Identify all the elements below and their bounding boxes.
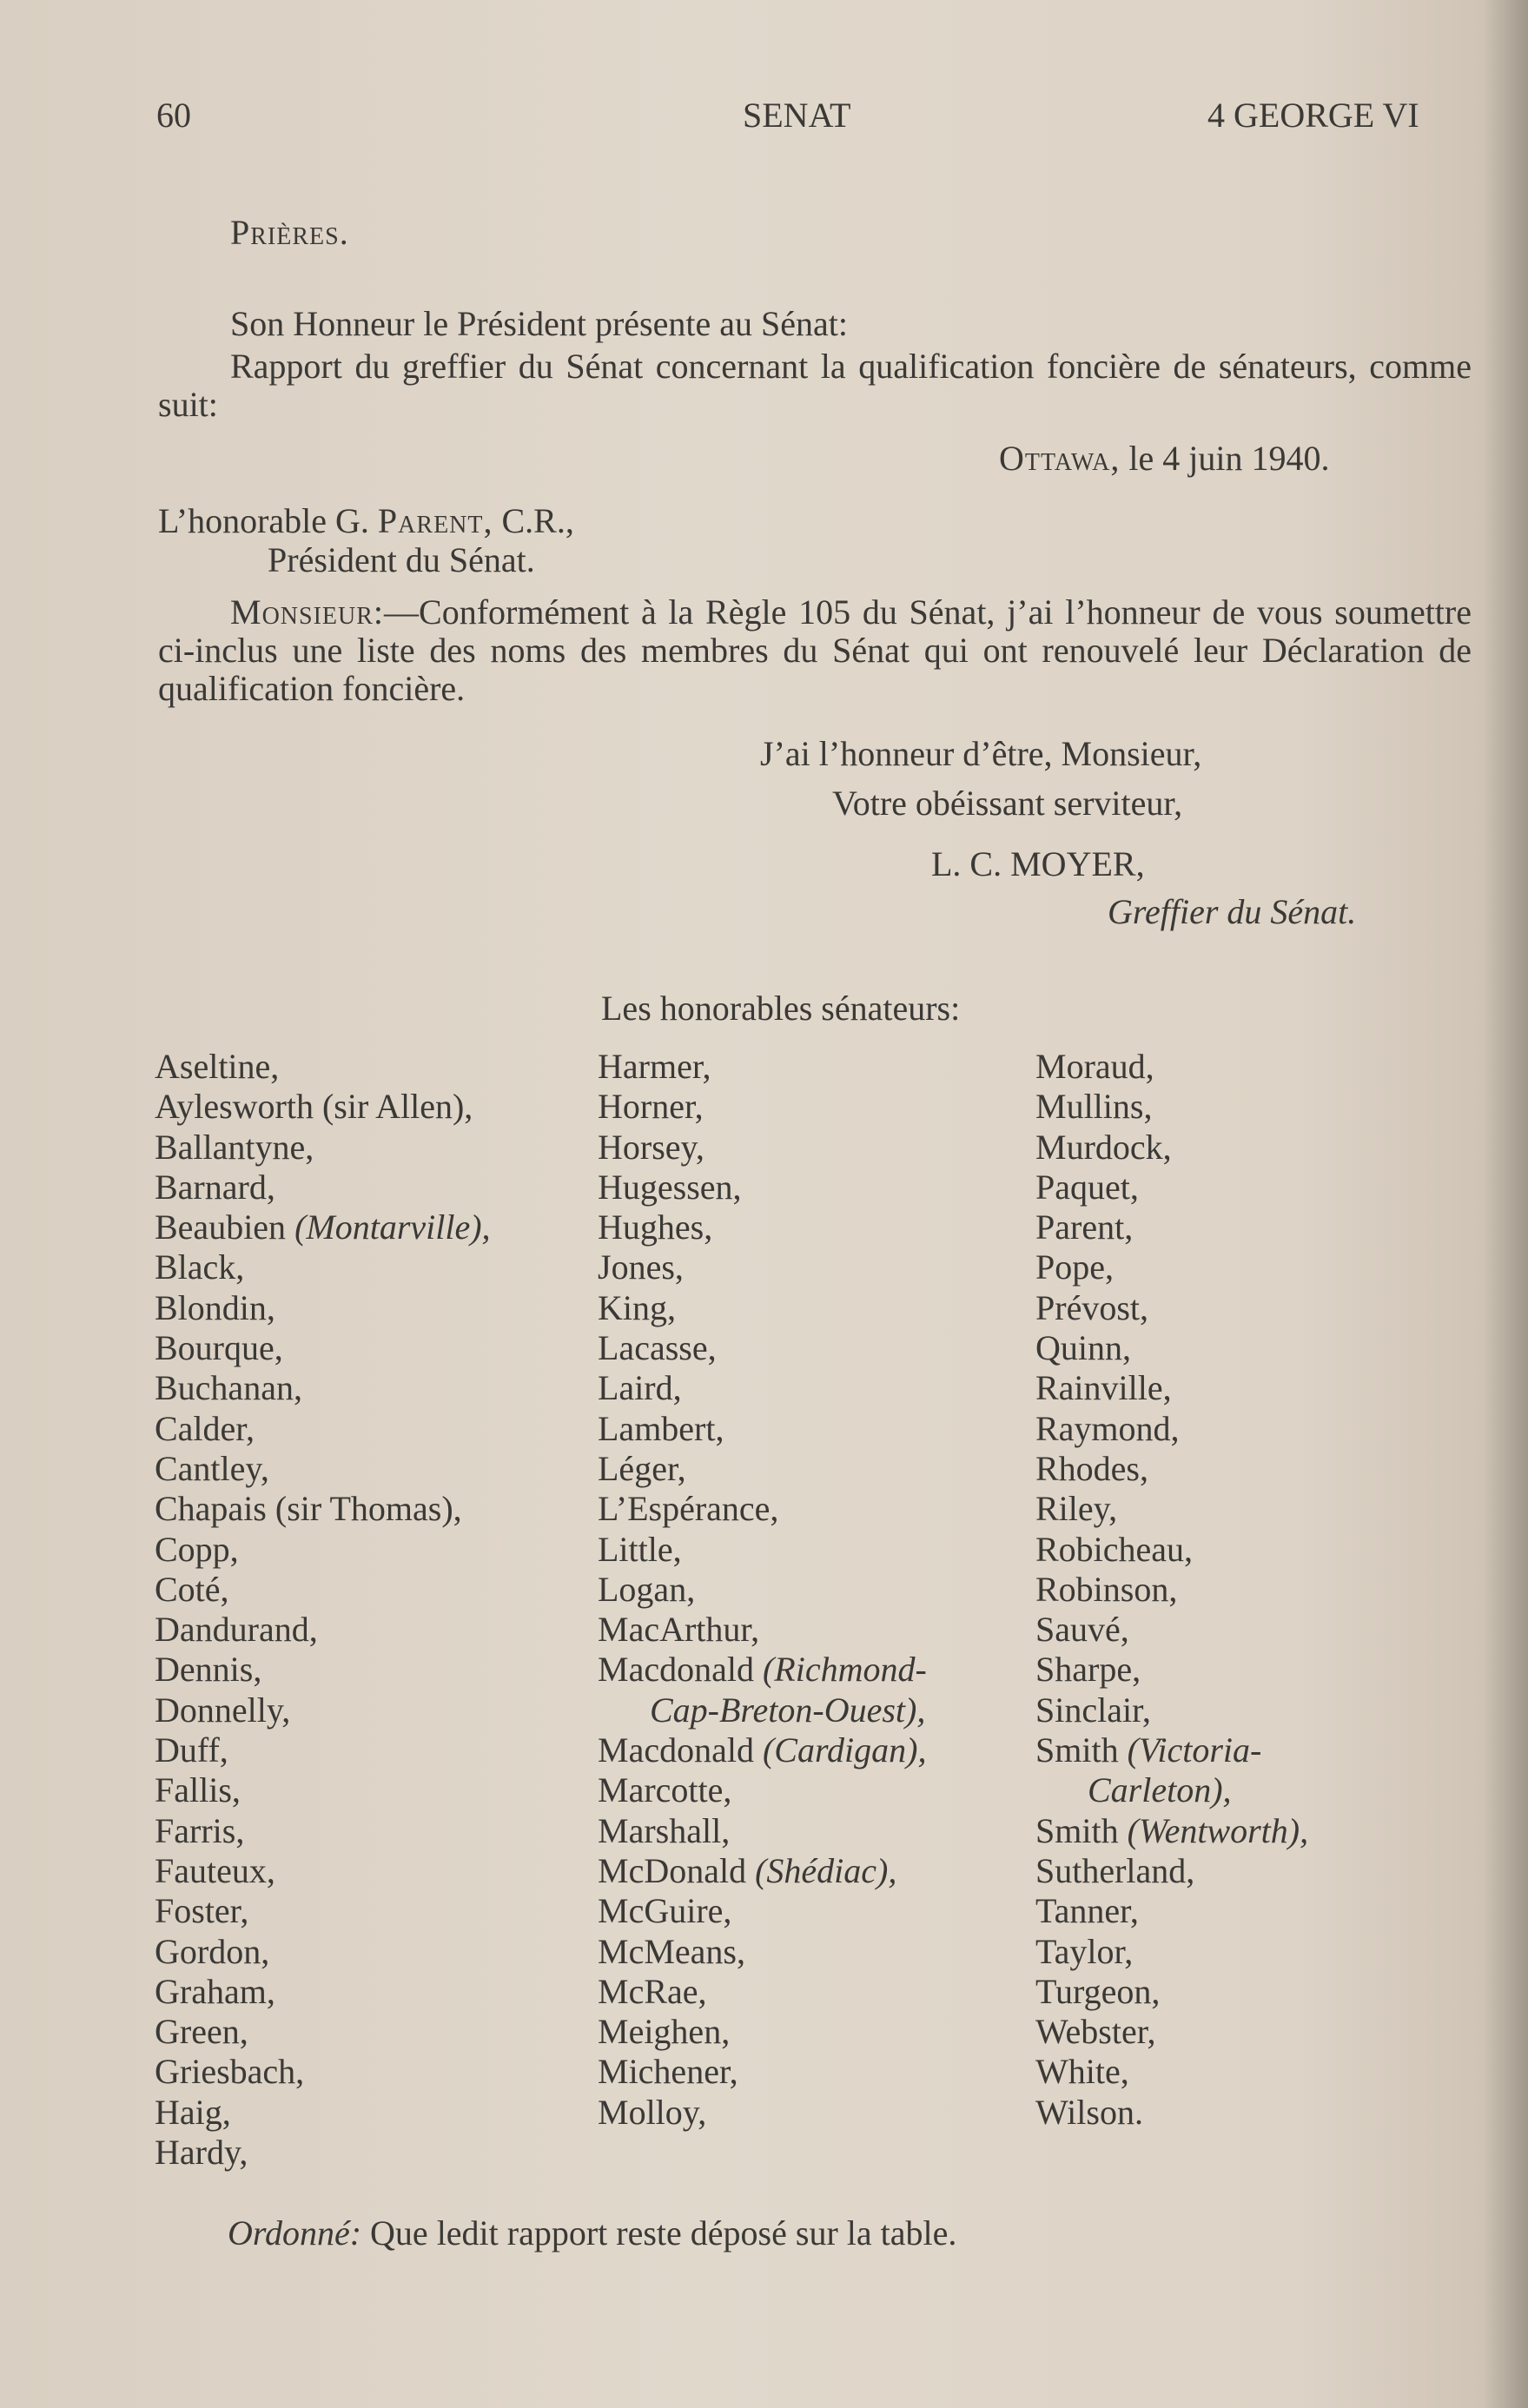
senator-entry (155, 1730, 491, 1770)
senator-name: McRae, (598, 1971, 707, 2011)
order-text: Que ledit rapport reste déposé sur la table. (361, 2213, 957, 2253)
senator-entry (1035, 1489, 1308, 1529)
senator-entry (598, 1047, 927, 1087)
senator-entry (1035, 1328, 1308, 1368)
order-label: Ordonné: (228, 2213, 362, 2253)
senator-name: Buchanan, (155, 1368, 302, 1408)
senator-entry (1035, 1972, 1308, 2012)
senator-entry (1035, 1449, 1308, 1489)
senator-entry (155, 1207, 491, 1247)
senator-name: Horner, (598, 1087, 704, 1127)
senator-division: (Montarville), (294, 1207, 491, 1247)
senator-name: Jones, (598, 1247, 684, 1287)
dateline-place: Ottawa, (999, 439, 1121, 478)
senator-name: McDonald (598, 1850, 756, 1890)
senator-name: Quinn, (1035, 1328, 1131, 1368)
senator-division: (Cardigan), (762, 1730, 927, 1770)
senator-division: (Wentworth), (1127, 1810, 1309, 1850)
senator-name: Graham, (155, 1971, 275, 2011)
senator-entry (598, 1972, 927, 2012)
senator-name: Murdock, (1035, 1127, 1172, 1167)
senator-entry (598, 2012, 927, 2052)
senator-name: Paquet, (1035, 1167, 1139, 1207)
senator-entry (598, 1128, 927, 1168)
senator-entry (598, 1207, 927, 1247)
senator-entry (1035, 1247, 1308, 1287)
senator-name: Michener, (598, 2052, 738, 2092)
order-line (228, 2213, 956, 2253)
senator-entry (1035, 1168, 1308, 1207)
closing-line-1: J’ai l’honneur d’être, Monsieur, (760, 734, 1202, 773)
senator-entry (155, 1168, 491, 1207)
senator-entry (1035, 1409, 1308, 1449)
senator-name: Copp, (155, 1529, 239, 1569)
senator-name: Léger, (598, 1448, 686, 1488)
senator-name: Taylor, (1035, 1931, 1134, 1971)
senator-name: Webster, (1035, 2012, 1156, 2052)
dateline (999, 439, 1329, 479)
senator-name: Turgeon, (1035, 1971, 1161, 2011)
senator-entry (1035, 1811, 1308, 1851)
senator-entry (155, 1650, 491, 1690)
senators-column-2 (598, 1047, 927, 2133)
senator-name: Marshall, (598, 1810, 731, 1850)
senator-entry (1035, 1770, 1308, 1810)
senator-name: Blondin, (155, 1287, 275, 1327)
senator-entry (155, 1811, 491, 1851)
senator-entry (1035, 1650, 1308, 1690)
senator-name: King, (598, 1287, 676, 1327)
senator-name: Moraud, (1035, 1047, 1154, 1086)
senator-entry (598, 1610, 927, 1650)
senator-entry (155, 1288, 491, 1328)
senator-entry (155, 1570, 491, 1610)
prayers-heading: Prières. (230, 213, 349, 252)
senator-entry (598, 1328, 927, 1368)
senator-entry (598, 1650, 927, 1690)
senator-division: (Victoria- (1127, 1730, 1262, 1770)
senator-entry (598, 1247, 927, 1287)
senator-name: Sauvé, (1035, 1610, 1129, 1650)
senator-entry (1035, 2012, 1308, 2052)
senator-name: Meighen, (598, 2012, 731, 2052)
senator-entry (155, 1047, 491, 1087)
addressee-title: Président du Sénat. (268, 540, 535, 579)
addressee-prefix: L’honorable G. (158, 501, 378, 540)
senator-entry (155, 1972, 491, 2012)
senator-division: (Shédiac), (755, 1850, 897, 1890)
senator-name: Ballantyne, (155, 1127, 314, 1167)
senator-name: Hugessen, (598, 1167, 742, 1207)
senator-entry (155, 1368, 491, 1408)
senator-entry (598, 1368, 927, 1408)
senator-division: Carleton), (1088, 1770, 1232, 1810)
senator-name: Robinson, (1035, 1569, 1178, 1609)
senator-name: Smith (1035, 1730, 1128, 1770)
senator-entry (155, 1690, 491, 1730)
senator-entry (1035, 1610, 1308, 1650)
senator-name: Bourque, (155, 1328, 283, 1368)
senator-name: Foster, (155, 1891, 249, 1931)
signatory-role: Greffier du Sénat. (1108, 892, 1357, 931)
senator-name: Dennis, (155, 1650, 262, 1690)
senator-entry (155, 1449, 491, 1489)
senator-name: Duff, (155, 1730, 228, 1770)
senator-entry (1035, 1047, 1308, 1087)
senator-name: Aylesworth (sir Allen), (155, 1087, 473, 1127)
senator-division: Cap-Breton-Ouest), (650, 1690, 926, 1730)
senator-entry (598, 1851, 927, 1891)
running-title: SENAT (743, 96, 851, 135)
senator-entry (1035, 2052, 1308, 2092)
letter-body-text: —Conformément à la Règle 105 du Sénat, j’ai l’honneur de vous soumettre ci-inclus une liste des noms des membres du Sénat qui ont renouvelé leur Déclaration de qualification foncière. (158, 592, 1472, 708)
senator-name: Farris, (155, 1810, 245, 1850)
senator-name: Mullins, (1035, 1087, 1153, 1127)
senator-name: Macdonald (598, 1730, 763, 1770)
senator-name: Donnelly, (155, 1690, 291, 1730)
senator-division: (Richmond- (762, 1650, 927, 1690)
senator-entry (1035, 1087, 1308, 1127)
senator-name: Hughes, (598, 1207, 713, 1247)
senator-name: Raymond, (1035, 1408, 1180, 1448)
senator-entry (1035, 1730, 1308, 1770)
senator-name: Rhodes, (1035, 1448, 1148, 1488)
senator-entry (598, 1449, 927, 1489)
closing-line-2: Votre obéissant serviteur, (832, 784, 1183, 823)
senator-name: MacArthur, (598, 1610, 760, 1650)
senator-name: Aseltine, (155, 1047, 280, 1086)
senator-name: White, (1035, 2052, 1129, 2092)
senator-name: Pope, (1035, 1247, 1114, 1287)
senator-entry (598, 1530, 927, 1570)
senator-entry (155, 2012, 491, 2052)
addressee-name: Parent, (377, 501, 493, 540)
senator-entry (1035, 1570, 1308, 1610)
intro-line: Son Honneur le Président présente au Sénat: (230, 304, 848, 343)
senator-name: Parent, (1035, 1207, 1134, 1247)
senator-name: Sinclair, (1035, 1690, 1151, 1730)
senators-column-1 (155, 1047, 491, 2173)
senator-name: Sutherland, (1035, 1850, 1195, 1890)
senator-name: Wilson. (1035, 2092, 1143, 2132)
senator-name: Horsey, (598, 1127, 704, 1167)
report-paragraph: Rapport du greffier du Sénat concernant la qualification foncière de sénateurs, comme suit: (158, 347, 1472, 424)
page-number: 60 (156, 96, 191, 135)
senator-name: Black, (155, 1247, 245, 1287)
senator-name: Robicheau, (1035, 1529, 1194, 1569)
senator-name: Hardy, (155, 2133, 248, 2173)
senator-entry (598, 1489, 927, 1529)
senator-entry (1035, 1530, 1308, 1570)
senator-entry (598, 1811, 927, 1851)
senator-name: L’Espérance, (598, 1489, 779, 1529)
senator-name: Riley, (1035, 1489, 1118, 1529)
signature: L. C. MOYER, (931, 844, 1145, 883)
senator-entry (155, 1530, 491, 1570)
senator-name: Sharpe, (1035, 1650, 1141, 1690)
senator-name: Barnard, (155, 1167, 275, 1207)
senators-column-3 (1035, 1047, 1308, 2133)
senator-name: Cantley, (155, 1448, 269, 1488)
senator-name: Haig, (155, 2092, 231, 2132)
senator-name: Coté, (155, 1569, 229, 1609)
senator-name: Logan, (598, 1569, 696, 1609)
senator-entry (598, 1570, 927, 1610)
senator-entry (155, 1087, 491, 1127)
senator-entry (155, 2133, 491, 2173)
senator-entry (1035, 2093, 1308, 2133)
addressee-suffix: C.R., (493, 501, 574, 540)
senator-name: Molloy, (598, 2092, 707, 2132)
senator-entry (155, 2052, 491, 2092)
senator-entry (598, 2052, 927, 2092)
senator-entry (1035, 1690, 1308, 1730)
senator-entry (155, 2093, 491, 2133)
senator-name: Gordon, (155, 1931, 270, 1971)
senator-name: McMeans, (598, 1931, 745, 1971)
senator-entry (155, 1128, 491, 1168)
senator-entry (155, 1851, 491, 1891)
senator-entry (598, 1409, 927, 1449)
senator-entry (598, 2093, 927, 2133)
senator-name: Laird, (598, 1368, 682, 1408)
letter-body (158, 593, 1472, 708)
senator-name: McGuire, (598, 1891, 732, 1931)
senator-entry (1035, 1288, 1308, 1328)
senator-name: Green, (155, 2012, 248, 2052)
senator-name: Harmer, (598, 1047, 711, 1086)
senator-name: Lacasse, (598, 1328, 717, 1368)
senator-entry (1035, 1932, 1308, 1972)
senator-name: Little, (598, 1529, 682, 1569)
senator-name: Fallis, (155, 1770, 241, 1810)
senator-entry (155, 1932, 491, 1972)
dateline-date: le 4 juin 1940. (1120, 439, 1330, 478)
senator-entry (598, 1891, 927, 1931)
running-regnal-year: 4 GEORGE VI (1207, 96, 1419, 135)
senator-entry (155, 1489, 491, 1529)
senator-entry (155, 1891, 491, 1931)
senator-name: Lambert, (598, 1408, 724, 1448)
senator-name: Griesbach, (155, 2052, 305, 2092)
addressee-line (158, 501, 574, 541)
senator-name: Rainville, (1035, 1368, 1172, 1408)
senator-entry (155, 1409, 491, 1449)
senator-name: Marcotte, (598, 1770, 732, 1810)
senator-entry (1035, 1128, 1308, 1168)
senator-name: Smith (1035, 1810, 1128, 1850)
senator-entry (598, 1288, 927, 1328)
senator-name: Calder, (155, 1408, 255, 1448)
senator-entry (598, 1730, 927, 1770)
senator-entry (598, 1932, 927, 1972)
senator-name: Macdonald (598, 1650, 763, 1690)
senator-entry (598, 1770, 927, 1810)
senator-name: Fauteux, (155, 1850, 275, 1890)
senators-list-heading: Les honorables sénateurs: (601, 989, 961, 1028)
senator-entry (155, 1770, 491, 1810)
senator-entry (1035, 1368, 1308, 1408)
senator-entry (155, 1610, 491, 1650)
senator-entry (598, 1087, 927, 1127)
senator-name: Beaubien (155, 1207, 295, 1247)
senator-entry (155, 1328, 491, 1368)
senator-name: Dandurand, (155, 1610, 318, 1650)
senator-entry (155, 1247, 491, 1287)
senator-name: Chapais (sir Thomas), (155, 1489, 462, 1529)
salutation: Monsieur: (230, 592, 385, 632)
senator-name: Tanner, (1035, 1891, 1139, 1931)
senator-entry (598, 1690, 927, 1730)
senator-entry (598, 1168, 927, 1207)
senator-name: Prévost, (1035, 1287, 1148, 1327)
senator-entry (1035, 1891, 1308, 1931)
senator-entry (1035, 1851, 1308, 1891)
senator-entry (1035, 1207, 1308, 1247)
